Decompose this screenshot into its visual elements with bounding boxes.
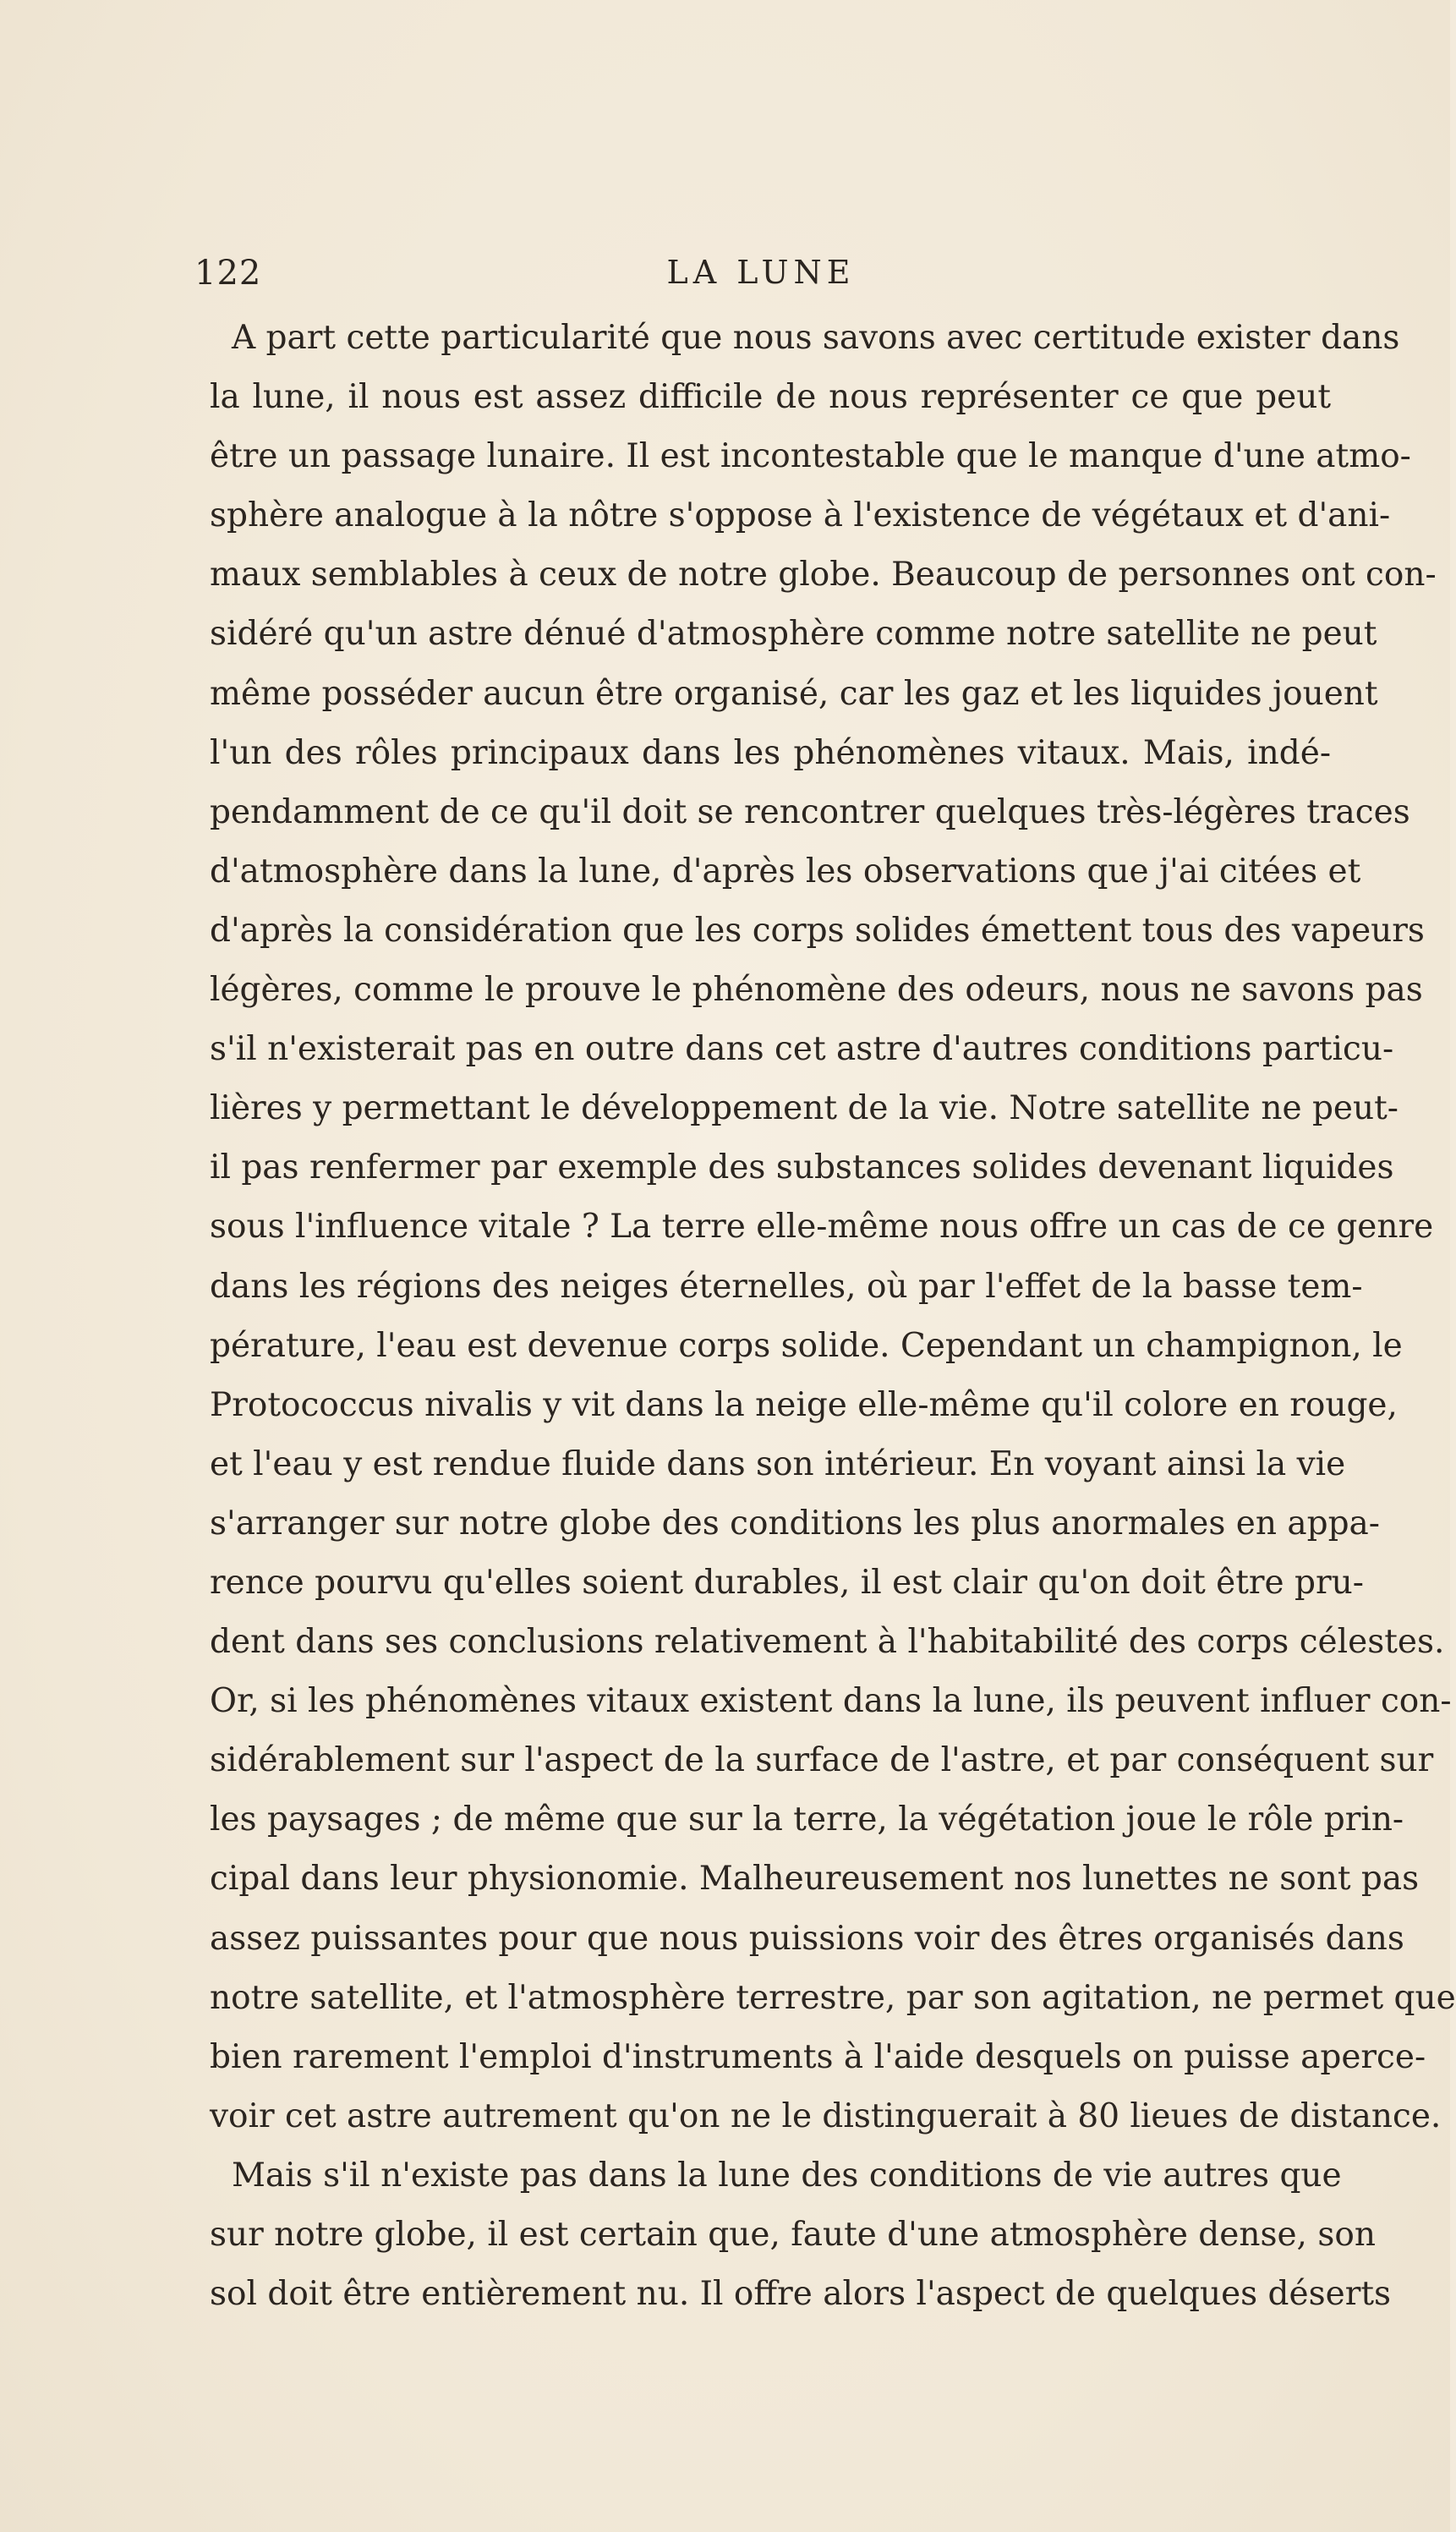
page-number: 122 (194, 254, 262, 293)
body-text (210, 309, 1456, 2324)
text-line: sidérablement sur l'aspect de la surface de l'astre, et par conséquent sur (210, 1741, 1434, 1780)
text-line: même posséder aucun être organisé, car les gaz et les liquides jouent (210, 674, 1378, 713)
text-line: lières y permettant le développement de la vie. Notre satellite ne peut- (210, 1089, 1399, 1128)
text-line: dans les régions des neiges éternelles, où par l'effet de la basse tem- (210, 1267, 1363, 1306)
text-line: d'après la considération que les corps solides émettent tous des vapeurs (210, 911, 1425, 950)
text-line: s'il n'existerait pas en outre dans cet astre d'autres conditions particu- (210, 1030, 1394, 1069)
text-line: légères, comme le prouve le phénomène des odeurs, nous ne savons pas (210, 971, 1423, 1010)
text-line: pendamment de ce qu'il doit se rencontrer quelques très-légères traces (210, 792, 1410, 831)
text-line: assez puissantes pour que nous puissions voir des êtres organisés dans (210, 1919, 1404, 1958)
text-line: Or, si les phénomènes vitaux existent dans la lune, ils peuvent influer con- (210, 1682, 1452, 1721)
text-line: être un passage lunaire. Il est incontestable que le manque d'une atmo- (210, 437, 1411, 476)
text-line: A part cette particularité que nous savons avec certitude exister dans (232, 319, 1400, 357)
page-header (194, 254, 1327, 296)
running-title: LA LUNE (666, 254, 856, 291)
text-line: sous l'influence vitale ? La terre elle-même nous offre un cas de ce genre (210, 1208, 1434, 1247)
text-line: l'un des rôles principaux dans les phénomènes vitaux. Mais, indé- (210, 733, 1331, 772)
text-line: Protococcus nivalis y vit dans la neige elle-même qu'il colore en rouge, (210, 1385, 1398, 1424)
text-line: pérature, l'eau est devenue corps solide. Cependant un champignon, le (210, 1326, 1403, 1365)
text-line: Mais s'il n'existe pas dans la lune des conditions de vie autres que (232, 2156, 1342, 2195)
text-line: sol doit être entièrement nu. Il offre alors l'aspect de quelques déserts (210, 2275, 1392, 2314)
text-line: maux semblables à ceux de notre globe. Beaucoup de personnes ont con- (210, 556, 1437, 595)
text-line: sidéré qu'un astre dénué d'atmosphère comme notre satellite ne peut (210, 615, 1377, 654)
text-line: les paysages ; de même que sur la terre, la végétation joue le rôle prin- (210, 1800, 1404, 1839)
text-line: d'atmosphère dans la lune, d'après les observations que j'ai citées et (210, 852, 1361, 891)
text-line: sphère analogue à la nôtre s'oppose à l'existence de végétaux et d'ani- (210, 496, 1391, 535)
text-line: voir cet astre autrement qu'on ne le distinguerait à 80 lieues de distance. (210, 2096, 1442, 2135)
text-line: dent dans ses conclusions relativement à l'habitabilité des corps célestes. (210, 1623, 1445, 1662)
text-line: la lune, il nous est assez difficile de nous représenter ce que peut (210, 378, 1331, 417)
text-line: et l'eau y est rendue fluide dans son intérieur. En voyant ainsi la vie (210, 1444, 1346, 1483)
text-line: il pas renfermer par exemple des substances solides devenant liquides (210, 1148, 1394, 1187)
text-line: rence pourvu qu'elles soient durables, il est clair qu'on doit être pru- (210, 1563, 1364, 1602)
text-line: bien rarement l'emploi d'instruments à l'aide desquels on puisse aperce- (210, 2037, 1426, 2076)
text-line: sur notre globe, il est certain que, faute d'une atmosphère dense, son (210, 2216, 1376, 2254)
text-line: cipal dans leur physionomie. Malheureusement nos lunettes ne sont pas (210, 1860, 1420, 1899)
text-line: s'arranger sur notre globe des conditions les plus anormales en appa- (210, 1504, 1380, 1543)
text-line: notre satellite, et l'atmosphère terrestre, par son agitation, ne permet que (210, 1978, 1456, 2017)
